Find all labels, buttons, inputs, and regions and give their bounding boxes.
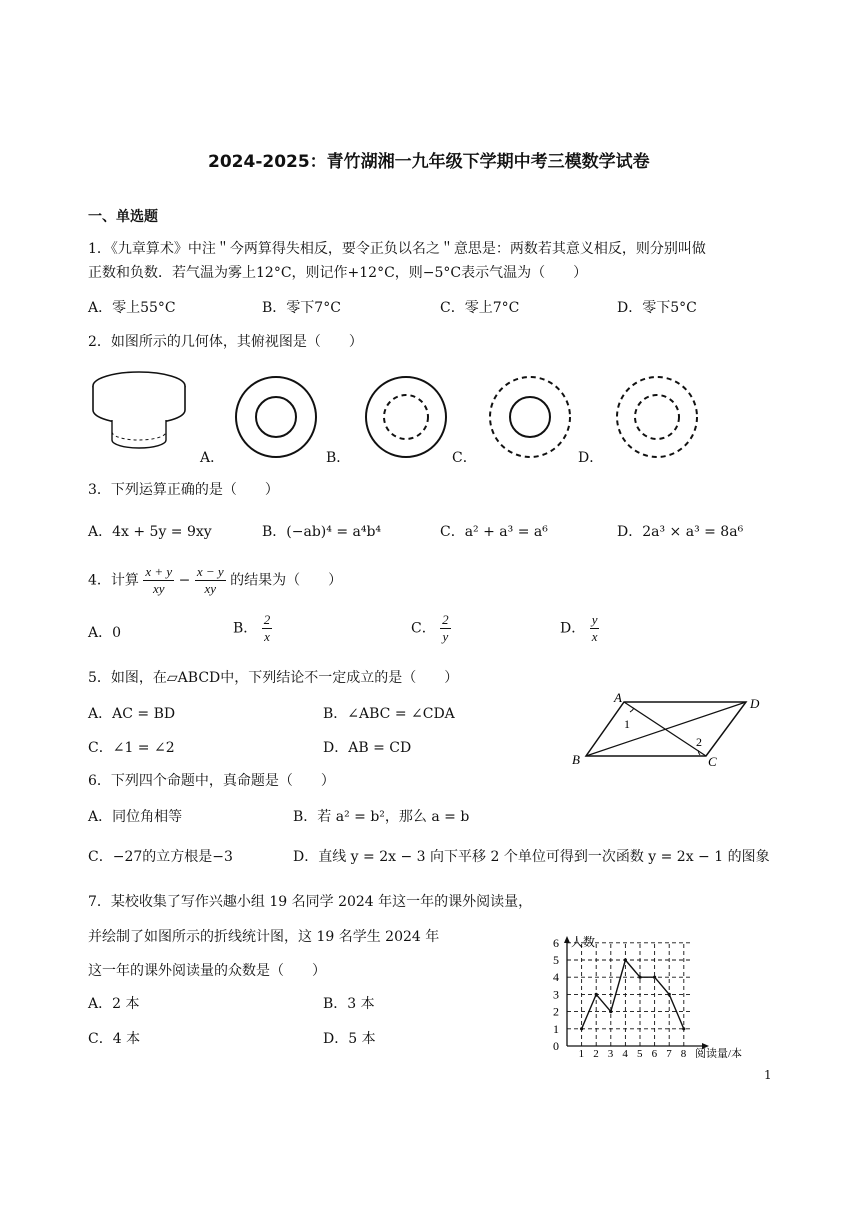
chart-y-axis-arrow <box>564 936 570 943</box>
chart-x-tick-label: 3 <box>607 1048 614 1058</box>
q2-option-d-label: D． <box>578 450 604 466</box>
q6-option-c: C．−27的立方根是−3 <box>88 849 233 865</box>
q4-option-b-den: x <box>264 629 270 644</box>
q7-line-chart <box>545 930 775 1058</box>
q2-option-c-label: C． <box>452 450 477 466</box>
q6-stem: 6．下列四个命题中，真命题是（ ） <box>88 773 335 789</box>
q7-option-d: D．5 本 <box>323 1031 376 1047</box>
q4-stem <box>88 564 342 597</box>
chart-x-tick-label: 1 <box>578 1048 585 1058</box>
q5-option-c: C．∠1 = ∠2 <box>88 740 175 756</box>
q2-option-c-figure <box>486 373 574 461</box>
q3-option-c: C．a² + a³ = a⁶ <box>440 524 548 540</box>
q5-option-d: D．AB = CD <box>323 740 412 756</box>
q7-line3: 这一年的课外阅读量的众数是（ ） <box>88 963 326 979</box>
q5-option-a: A．AC = BD <box>88 706 176 722</box>
q4-option-b-label: B． <box>233 620 258 637</box>
q5-stem: 5．如图，在▱ABCD中，下列结论不一定成立的是（ ） <box>88 670 459 686</box>
q4-option-d <box>560 612 599 645</box>
chart-x-label: 阅读量/本 <box>695 1048 743 1058</box>
q4-f2-numerator: x − y <box>196 564 224 579</box>
chart-y-label: 人数 <box>571 935 596 949</box>
page-number: 1 <box>764 1068 772 1082</box>
q4-suffix: 的结果为（ ） <box>230 572 343 589</box>
q3-option-b: B．(−ab)⁴ = a⁴b⁴ <box>262 524 382 540</box>
q4-option-c-num: 2 <box>442 612 449 627</box>
q1-line1: 1．《九章算术》中注＂今两算得失相反，要令正负以名之＂意思是：两数若其意义相反，则分别叫做 <box>88 241 706 257</box>
chart-y-tick-label: 4 <box>553 970 559 985</box>
q3-stem: 3．下列运算正确的是（ ） <box>88 482 279 498</box>
q4-option-b-fraction <box>262 612 273 645</box>
chart-x-tick-label: 6 <box>651 1048 658 1058</box>
q5-parallelogram-figure <box>568 692 768 772</box>
chart-y-tick-label: 1 <box>553 1021 559 1036</box>
q4-fraction-2 <box>195 564 226 597</box>
chart-data-point <box>653 976 656 979</box>
q5-option-b: B．∠ABC = ∠CDA <box>323 706 455 722</box>
chart-x-tick-label: 7 <box>666 1048 672 1058</box>
q4-option-c <box>411 612 451 645</box>
q1-option-a: A．零上55°C <box>88 300 176 316</box>
q4-f2-denominator: xy <box>204 581 216 596</box>
q5-angle-2: 2 <box>696 735 702 749</box>
q2-option-a-label: A． <box>200 450 225 466</box>
q4-option-d-label: D． <box>560 620 586 637</box>
q4-option-a: A．0 <box>88 625 122 641</box>
q6-option-d: D．直线 y = 2x − 3 向下平移 2 个单位可得到一次函数 y = 2x − 1 的图象 <box>293 849 770 865</box>
q6-option-a: A．同位角相等 <box>88 809 183 825</box>
q6-option-b: B．若 a² = b²，那么 a = b <box>293 809 470 825</box>
q2-stem: 2．如图所示的几何体，其俯视图是（ ） <box>88 334 363 350</box>
chart-data-point <box>609 1010 612 1013</box>
chart-x-tick-label: 4 <box>622 1048 628 1058</box>
q3-option-a: A．4x + 5y = 9xy <box>88 524 212 540</box>
chart-data-point <box>580 1027 583 1030</box>
q5-label-b: B <box>572 752 580 767</box>
q2-option-a-figure <box>232 373 320 461</box>
q4-fraction-1 <box>143 564 174 597</box>
q1-option-d: D．零下5°C <box>617 300 697 316</box>
q5-label-d: D <box>750 696 760 711</box>
q4-option-d-num: y <box>591 612 598 627</box>
q4-option-c-den: y <box>442 629 449 644</box>
q4-option-d-den: x <box>591 629 598 644</box>
q2-option-b-figure <box>362 373 450 461</box>
q7-option-b: B．3 本 <box>323 996 375 1012</box>
chart-y-tick-label: 5 <box>553 953 559 967</box>
chart-data-point <box>595 993 598 996</box>
q4-option-c-fraction <box>440 612 451 645</box>
q4-option-b-num: 2 <box>263 612 271 627</box>
q4-f1-denominator: xy <box>153 581 165 596</box>
q5-label-c: C <box>708 754 717 769</box>
q1-line2: 正数和负数．若气温为雾上12°C，则记作+12°C，则−5°C表示气温为（ ） <box>88 265 588 281</box>
q4-minus: − <box>178 572 191 589</box>
chart-data-point <box>682 1027 685 1030</box>
q7-line2: 并绘制了如图所示的折线统计图，这 19 名学生 2024 年 <box>88 929 440 945</box>
q7-line1: 7．某校收集了写作兴趣小组 19 名同学 2024 年这一年的课外阅读量， <box>88 894 533 910</box>
chart-x-tick-label: 2 <box>593 1048 599 1058</box>
chart-x-tick-label: 8 <box>680 1048 687 1058</box>
q4-option-c-label: C． <box>411 620 436 637</box>
page-title: 2024-2025：青竹湖湘一九年级下学期中考三模数学试卷 <box>208 152 650 172</box>
q5-angle-1: 1 <box>624 717 630 731</box>
q7-option-c: C．4 本 <box>88 1031 141 1047</box>
chart-data-point <box>668 993 671 996</box>
section-heading: 一、单选题 <box>88 209 158 225</box>
chart-data-point <box>638 976 641 979</box>
q2-option-d-figure <box>613 373 701 461</box>
chart-y-tick-label: 6 <box>553 935 559 950</box>
chart-x-tick-label: 5 <box>637 1048 643 1058</box>
q2-option-b-label: B． <box>326 450 351 466</box>
q4-f1-numerator: x + y <box>145 564 173 579</box>
q2-geometric-solid-figure <box>90 368 200 458</box>
q4-option-b <box>233 612 272 645</box>
q1-option-c: C．零上7°C <box>440 300 520 316</box>
q4-prefix: 4．计算 <box>88 572 139 589</box>
chart-y-tick-label: 2 <box>553 1004 559 1019</box>
q5-label-a: A <box>614 692 622 705</box>
q7-option-a: A．2 本 <box>88 996 140 1012</box>
q4-option-d-fraction <box>590 612 600 645</box>
q3-option-d: D．2a³ × a³ = 8a⁶ <box>617 524 744 540</box>
chart-y-tick-label: 0 <box>553 1039 559 1053</box>
chart-data-point <box>624 958 627 961</box>
q1-option-b: B．零下7°C <box>262 300 341 316</box>
chart-y-tick-label: 3 <box>553 987 559 1002</box>
